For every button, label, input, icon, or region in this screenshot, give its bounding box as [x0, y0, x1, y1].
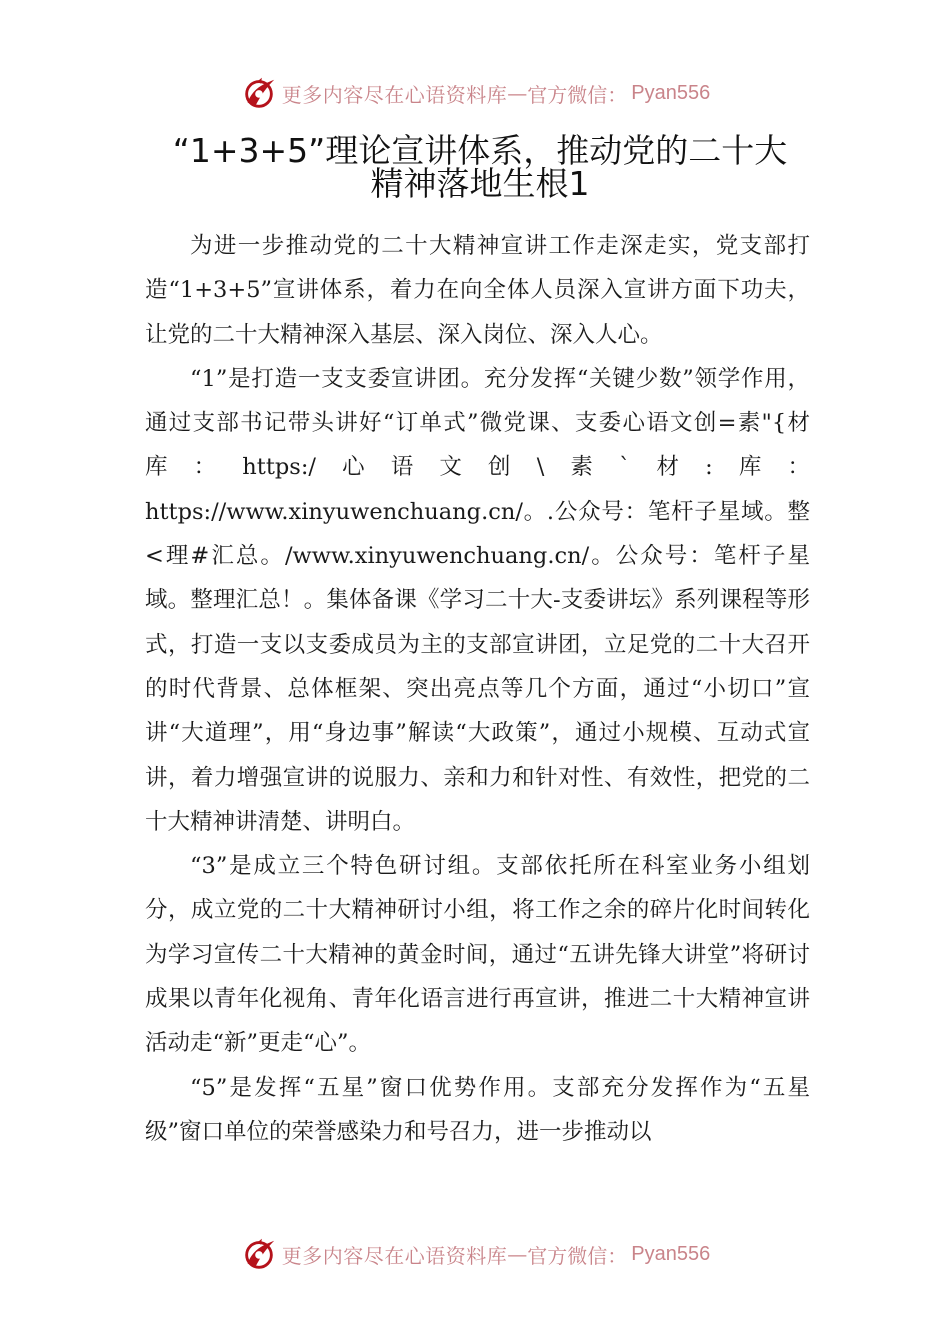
text-line: 等形式，打造一支以支委成员为主的支部宣讲团，立足党的: [145, 587, 810, 658]
header-banner: [0, 71, 950, 115]
text-line: 组划分，成立党的二十大精神研讨小组，将工作之余的碎片: [145, 853, 810, 924]
library-logo-icon: [240, 74, 278, 112]
banner-separator: —: [507, 1242, 528, 1266]
banner-wechat-id: Pyan556: [631, 81, 711, 104]
banner-wechat-id: Pyan556: [631, 1242, 711, 1265]
title-line-1: “1+3+5”理论宣讲体系，推动党的二十大: [172, 131, 788, 170]
banner-slogan: 更多内容尽在心语资料库: [281, 82, 508, 107]
text-line: 化时间转化为学习宣传二十大精神的黄金时间，通过“五讲: [145, 897, 810, 968]
banner-slogan: 更多内容尽在心语资料库: [281, 1243, 508, 1268]
text-line: 整理汇总！。集体备课《学习二十大-支委讲坛》系列课程: [190, 587, 765, 614]
text-line: 二十大召开的时代背景、总体框架、突出亮点等几个方面，: [145, 631, 810, 702]
text-line: 为进一步推动党的二十大精神宣讲工作走深走实，党支: [190, 233, 764, 259]
footer-banner: [0, 1232, 950, 1276]
text-line: 亲和力和针对性、有效性，把党的二十大精神讲清楚、讲明: [145, 764, 810, 835]
text-line: “5”是发挥“五星”窗口优势作用。支部充分发挥作为: [190, 1074, 750, 1101]
text-line: “3”是成立三个特色研讨组。支部依托所在科室业务小: [190, 853, 764, 880]
text-line: 宣讲，推进二十大精神宣讲活动走“新”更走“心”。: [145, 986, 810, 1057]
paragraph-five: [145, 1066, 810, 1155]
text-line: 学作用，通过支部书记带头讲好“订单式”微党课、支委心: [145, 365, 810, 437]
document-body: [145, 224, 810, 1154]
banner-wechat-label: 官方微信：: [527, 82, 628, 107]
text-line: www.xinyuwenchuang.cn/。.公众号：笔杆子星域。整<理#: [145, 498, 810, 570]
banner-wechat-label: 官方微信：: [527, 1243, 628, 1268]
text-line: 下功夫，让党的二十大精神深入基层、深入岗位、深入人心。: [145, 277, 810, 348]
text-line: 通过“小切口”宣讲“大道理”，用“身边事”解读“大政: [145, 675, 810, 747]
paragraph-intro: [145, 224, 810, 357]
text-line: 白。: [370, 808, 416, 835]
text-line: 汇总。/www.xinyuwenchuang.cn/。公众号：笔杆子星域。: [145, 543, 810, 614]
text-line: 先锋大讲堂”将研讨成果以青年化视角、青年化语言进行再: [145, 941, 810, 1013]
text-line: 部打造“1+3+5”宣讲体系，着力在向全体人员深入宣讲方面: [145, 233, 810, 304]
text-line: 策”，通过小规模、互动式宣讲，着力增强宣讲的说服力、: [145, 720, 811, 791]
text-line: “五星级”窗口单位的荣誉感染力和号召力，进一步推动以: [145, 1074, 810, 1145]
paragraph-one: [145, 357, 810, 844]
document-title: [150, 131, 810, 203]
text-line: “1”是打造一支支委宣讲团。充分发挥“关键少数”领: [190, 365, 718, 392]
title-line-2: 精神落地生根1: [370, 164, 590, 203]
library-logo-icon: [240, 1235, 278, 1273]
paragraph-three: [145, 844, 810, 1065]
text-line: 语文创=素"{材库：https:/心语文创\素`材:库：https://: [145, 410, 810, 525]
banner-separator: —: [507, 81, 528, 105]
